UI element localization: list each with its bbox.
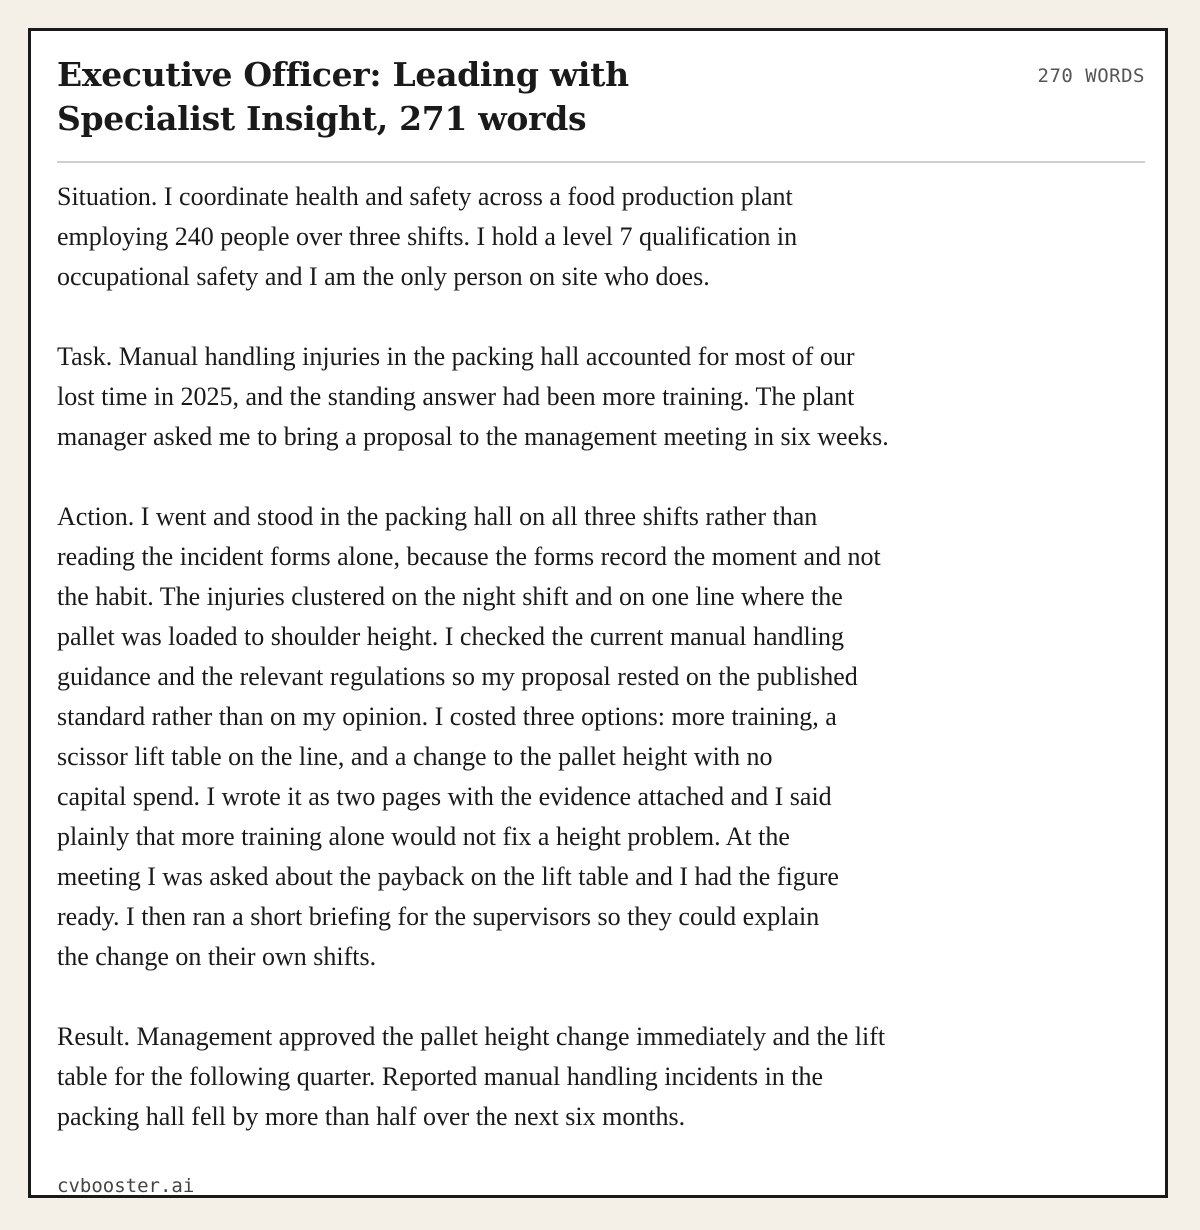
text-line: table for the following quarter. Reported manual handling incidents in the (57, 1062, 824, 1091)
footer-brand: cvbooster.ai (57, 1175, 195, 1197)
header-divider (57, 161, 1145, 163)
text-line: standard rather than on my opinion. I costed three options: more training, a (57, 702, 837, 731)
text-line: reading the incident forms alone, because the forms record the moment and not (57, 542, 881, 571)
text-line: Task. Manual handling injuries in the packing hall accounted for most of our (57, 342, 855, 371)
text-line: scissor lift table on the line, and a change to the pallet height with no (57, 742, 773, 771)
text-line: the habit. The injuries clustered on the night shift and on one line where the (57, 582, 843, 611)
word-count-badge: 270 WORDS (1037, 65, 1145, 87)
answer-card (28, 28, 1168, 1198)
answer-body (57, 177, 1017, 1137)
text-line: occupational safety and I am the only person on site who does. (57, 262, 710, 291)
text-line: pallet was loaded to shoulder height. I checked the current manual handling (57, 622, 844, 651)
text-line: plainly that more training alone would not fix a height problem. At the (57, 822, 790, 851)
text-line: the change on their own shifts. (57, 942, 377, 971)
paragraph-task (57, 337, 1017, 457)
paragraph-situation (57, 177, 1017, 297)
text-line: Result. Management approved the pallet height change immediately and the lift (57, 1022, 886, 1051)
text-line: ready. I then ran a short briefing for the supervisors so they could explain (57, 902, 820, 931)
text-line: packing hall fell by more than half over the next six months. (57, 1102, 686, 1131)
text-line: capital spend. I wrote it as two pages with the evidence attached and I said (57, 782, 832, 811)
page-title: Executive Officer: Leading with Specialist Insight, 271 words (57, 55, 629, 138)
text-line: guidance and the relevant regulations so my proposal rested on the published (57, 662, 858, 691)
text-line: Action. I went and stood in the packing hall on all three shifts rather than (57, 502, 818, 531)
text-line: Situation. I coordinate health and safety across a food production plant (57, 182, 793, 211)
card-header (57, 53, 1145, 141)
paragraph-action (57, 497, 1017, 977)
paragraph-result (57, 1017, 1017, 1137)
text-line: lost time in 2025, and the standing answer had been more training. The plant (57, 382, 855, 411)
text-line: manager asked me to bring a proposal to the management meeting in six weeks. (57, 422, 889, 451)
text-line: employing 240 people over three shifts. I hold a level 7 qualification in (57, 222, 798, 251)
text-line: meeting I was asked about the payback on the lift table and I had the figure (57, 862, 839, 891)
